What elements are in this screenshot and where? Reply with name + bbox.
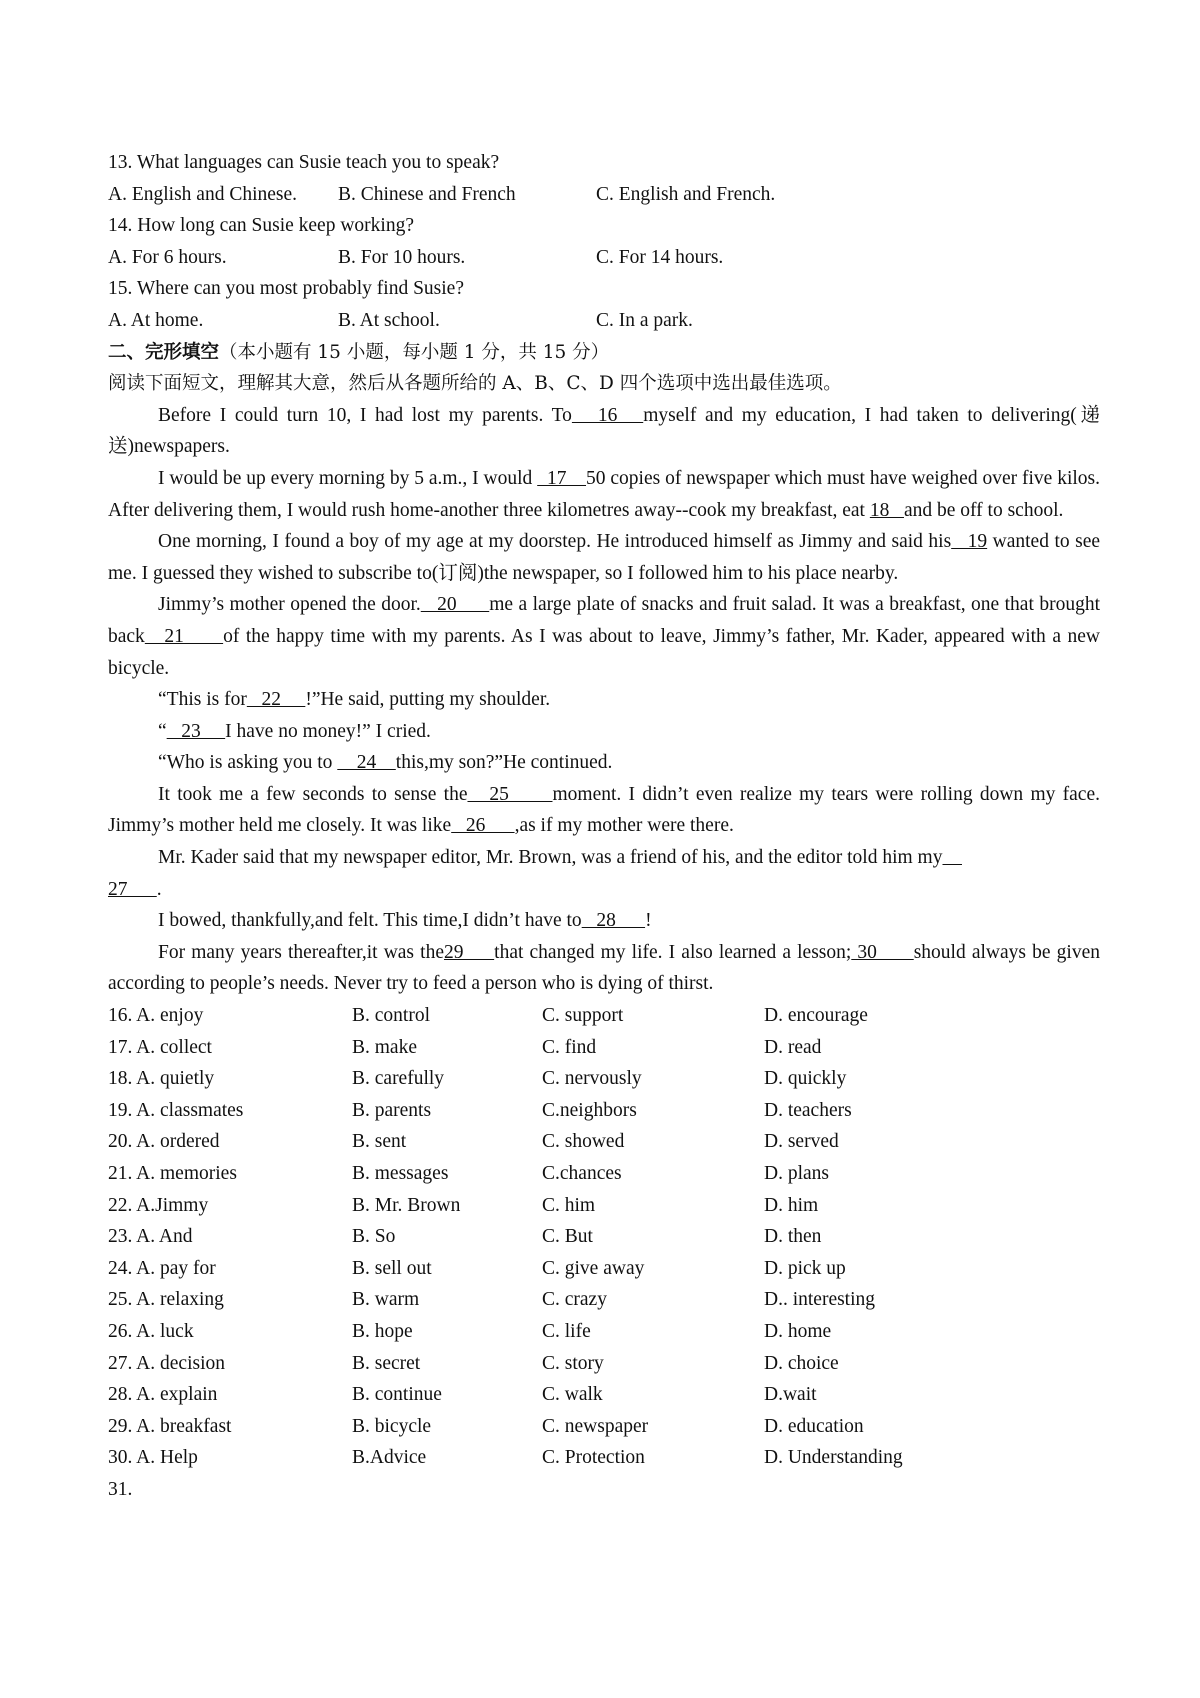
option-a: 30. A. Help [108, 1447, 198, 1469]
question-15-options [108, 305, 1100, 337]
option-b: B. secret [352, 1352, 421, 1374]
option-a: 25. A. relaxing [108, 1289, 224, 1311]
options-row [108, 1348, 1100, 1380]
passage-paragraph-6: “ 23 I have no money!” I cried. [158, 720, 431, 742]
passage-paragraph-3: One morning, I found a boy of my age at my doorstep. He introduced himself as Jimmy and said his 19 wanted to see me. I guessed they wished to subscribe to(订阅)the newspaper, so I followed him to his place nearby. [108, 531, 1101, 584]
option-b: B. sell out [352, 1257, 432, 1279]
blank-23: 23 [166, 720, 226, 742]
blank-17: 17 [537, 467, 587, 489]
blank-25: 25 [467, 783, 553, 805]
option-d: D. served [764, 1131, 839, 1153]
blank-18: 18 [869, 499, 904, 521]
section-heading [108, 337, 1100, 369]
option-a: 17. A. collect [108, 1036, 212, 1058]
options-row [108, 1000, 1100, 1032]
option-c: C. Protection [542, 1447, 645, 1469]
option-a: 26. A. luck [108, 1320, 194, 1342]
option-c: C. support [542, 1005, 624, 1027]
passage-paragraph-5: “This is for 22 !”He said, putting my shoulder. [158, 689, 551, 711]
option-a: 19. A. classmates [108, 1099, 244, 1121]
option-b: B. Mr. Brown [352, 1194, 461, 1216]
option-d: D. read [764, 1036, 822, 1058]
option-b: B. control [352, 1005, 430, 1027]
passage-paragraph-4: Jimmy’s mother opened the door. 20 me a large plate of snacks and fruit salad. It was a breakfast, one that brought back 21 of the happy time with my parents. As I was about to leave, Jimmy’s father, Mr. Kader, appeared with a new bicycle. [108, 594, 1101, 679]
option-b: B. bicycle [352, 1415, 432, 1437]
option-a: 28. A. explain [108, 1384, 218, 1406]
question-13: 13. What languages can Susie teach you to speak? [108, 152, 500, 173]
option-b: B. hope [352, 1320, 413, 1342]
passage-paragraph-2: I would be up every morning by 5 a.m., I would 17 50 copies of newspaper which must have weighed over five kilos. After delivering them, I would rush home-another three kilometres away--cook my breakfast, eat 18 and be off to school. [108, 467, 1101, 521]
passage-paragraph-9: Mr. Kader said that my newspaper editor, Mr. Brown, was a friend of his, and the editor told him my [108, 842, 1100, 874]
option-d: D. education [764, 1415, 864, 1437]
option-b: B. parents [352, 1099, 432, 1121]
blank-29: 29 [443, 941, 495, 963]
option-c: C. story [542, 1352, 604, 1374]
passage-paragraph-7: “Who is asking you to 24 this,my son?”He continued. [158, 752, 613, 774]
options-row [108, 1158, 1100, 1190]
option-b: B. warm [352, 1289, 420, 1311]
passage-paragraph-11: For many years thereafter,it was the29 that changed my life. I also learned a lesson; 30 should always be given according to people’s needs. Never try to feed a person who is dying of thirst. [108, 941, 1100, 995]
options-row [108, 1095, 1100, 1127]
question-31-number: 31. [108, 1478, 133, 1500]
option-a: 22. A.Jimmy [108, 1194, 209, 1216]
question-14: 14. How long can Susie keep working? [108, 215, 414, 237]
option-b: B. Chinese and French [338, 183, 516, 205]
answer-options-list [108, 1000, 1100, 1474]
blank-22: 22 [246, 689, 306, 711]
option-b: B. carefully [352, 1068, 445, 1090]
exam-page [108, 147, 1100, 1506]
blank-20: 20 [420, 594, 490, 616]
option-a: 29. A. breakfast [108, 1415, 232, 1437]
options-row [108, 1032, 1100, 1064]
option-b: B. For 10 hours. [338, 246, 466, 268]
section-note: （本小题有 15 小题，每小题 1 分，共 15 分） [219, 341, 610, 363]
option-a: A. At home. [108, 309, 204, 331]
option-c: C. For 14 hours. [596, 246, 724, 268]
option-b: B. make [352, 1036, 417, 1058]
option-c: C. showed [542, 1131, 625, 1153]
options-row [108, 1316, 1100, 1348]
question-14-options [108, 242, 1100, 274]
option-d: D. home [764, 1320, 832, 1342]
question-13-options [108, 179, 1100, 211]
blank-16: 16 [571, 404, 644, 426]
options-row [108, 1442, 1100, 1474]
passage-paragraph-1: Before I could turn 10, I had lost my parents. To 16 myself and my education, I had taken to delivering(递送)newspapers. [108, 404, 1101, 458]
option-d: D. teachers [764, 1099, 852, 1121]
option-d: D. plans [764, 1163, 829, 1184]
option-c: C. nervously [542, 1068, 642, 1090]
options-row [108, 1411, 1100, 1443]
blank-19: 19 [951, 531, 988, 553]
blank-27-start [942, 847, 962, 868]
option-d: D. him [764, 1194, 819, 1216]
option-b: B. continue [352, 1384, 442, 1406]
option-c: C. But [542, 1226, 593, 1248]
section-title: 二、完形填空 [108, 341, 220, 363]
option-d: D. quickly [764, 1068, 847, 1090]
option-a: 24. A. pay for [108, 1257, 216, 1279]
option-d: D. pick up [764, 1257, 846, 1279]
option-c: C. In a park. [596, 309, 693, 331]
option-a: 27. A. decision [108, 1352, 225, 1374]
option-a: 16. A. enjoy [108, 1005, 204, 1027]
option-c: C. English and French. [596, 183, 776, 205]
options-row [108, 1253, 1100, 1285]
option-b: B. sent [352, 1131, 407, 1153]
blank-24: 24 [337, 752, 396, 774]
option-c: C. newspaper [542, 1415, 649, 1437]
option-d: D. encourage [764, 1005, 868, 1027]
blank-21: 21 [144, 625, 224, 647]
options-row [108, 1284, 1100, 1316]
option-d: D.. interesting [764, 1289, 876, 1311]
option-a: A. For 6 hours. [108, 246, 227, 268]
option-b: B.Advice [352, 1447, 427, 1469]
option-a: A. English and Chinese. [108, 183, 298, 205]
blank-30: 30 [851, 941, 914, 963]
option-b: B. At school. [338, 309, 440, 331]
option-d: D. choice [764, 1352, 839, 1374]
passage-paragraph-8: It took me a few seconds to sense the 25 moment. I didn’t even realize my tears were rolling down my face. Jimmy’s mother held me closely. It was like 26 ,as if my mother were there. [108, 783, 1100, 837]
option-b: B. So [352, 1226, 396, 1248]
blank-26: 26 [451, 815, 515, 837]
option-a: 21. A. memories [108, 1163, 237, 1184]
options-row [108, 1190, 1100, 1222]
blank-28: 28 [581, 910, 646, 932]
options-row [108, 1379, 1100, 1411]
option-c: C. give away [542, 1257, 645, 1279]
option-c: C. him [542, 1194, 596, 1216]
option-c: C.neighbors [542, 1099, 637, 1121]
option-c: C. crazy [542, 1289, 607, 1311]
option-d: D. then [764, 1226, 822, 1248]
options-row [108, 1126, 1100, 1158]
options-row [108, 1063, 1100, 1095]
option-d: D. Understanding [764, 1447, 903, 1469]
passage-paragraph-10: I bowed, thankfully,and felt. This time,I didn’t have to 28 ! [158, 910, 652, 932]
option-c: C. walk [542, 1384, 603, 1406]
option-a: 20. A. ordered [108, 1131, 220, 1153]
option-c: C. find [542, 1036, 597, 1058]
option-b: B. messages [352, 1163, 449, 1184]
option-a: 18. A. quietly [108, 1068, 215, 1090]
option-a: 23. A. And [108, 1226, 193, 1248]
option-c: C. life [542, 1320, 591, 1342]
option-d: D.wait [764, 1384, 817, 1406]
options-row [108, 1221, 1100, 1253]
blank-27: 27 [108, 878, 157, 900]
option-c: C.chances [542, 1163, 622, 1184]
question-15: 15. Where can you most probably find Susie? [108, 278, 464, 300]
section-instruction: 阅读下面短文，理解其大意，然后从各题所给的 A、B、C、D 四个选项中选出最佳选项。 [108, 373, 842, 395]
passage-paragraph-9-cont: 27 . [108, 878, 162, 900]
